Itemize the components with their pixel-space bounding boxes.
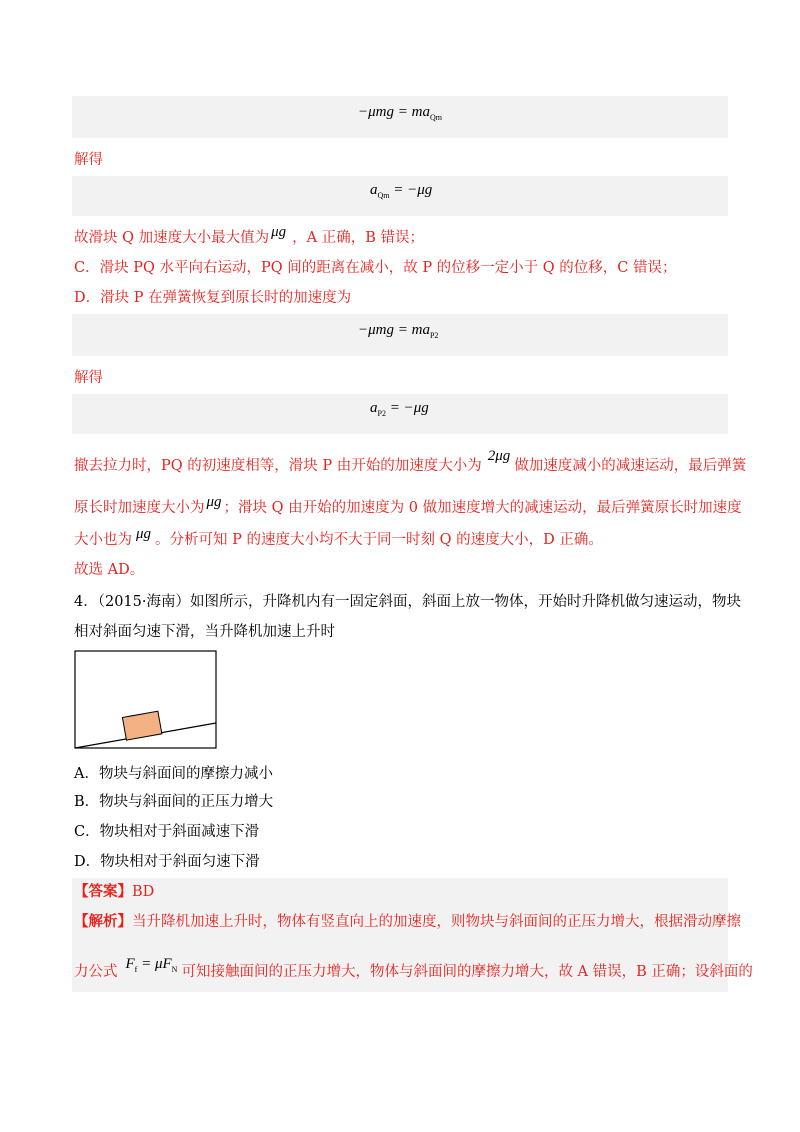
conclusion-line-a	[74, 224, 424, 248]
para-l1-pre: 撤去拉力时，PQ 的初速度相等，滑块 P 由开始的加速度大小为	[74, 458, 482, 474]
equation-3-text: −μmg = ma	[358, 322, 430, 338]
para-l1-post: 做加速度减小的减速运动，最后弹簧	[514, 458, 747, 474]
para-l3-post: 。分析可知 P 的速度大小均不大于同一时刻 Q 的速度大小，D 正确。	[155, 532, 603, 548]
paragraph-line-2	[74, 494, 742, 518]
friction-formula	[126, 956, 178, 972]
question-4-line-1: 4．（2015·海南）如图所示，升降机内有一固定斜面，斜面上放一物体，开始时升降机做匀速运动，物块	[74, 594, 741, 610]
option-c: C．物块相对于斜面减速下滑	[74, 824, 260, 840]
analysis-l2-post: 可知接触面间的正压力增大，物体与斜面间的摩擦力增大，故 A 错误，B 正确；设斜面的	[181, 964, 753, 980]
formula-sub-f: f	[134, 965, 138, 974]
option-d-analysis: D．滑块 P 在弹簧恢复到原长时的加速度为	[74, 290, 352, 306]
jiede-label-2: 解得	[74, 370, 103, 386]
answer-value: BD	[132, 884, 155, 900]
equation-3-subscript: P2	[429, 331, 439, 340]
equation-1	[358, 104, 442, 122]
option-b: B．物块与斜面间的正压力增大	[74, 794, 274, 810]
answer-tag: 【答案】	[74, 883, 132, 900]
equation-2-subscript: Qm	[377, 191, 390, 200]
equation-4-subscript: P2	[377, 409, 386, 418]
para-l2-post: ；滑块 Q 由开始的加速度为 0 做加速度增大的减速运动，最后弹簧原长时加速度	[223, 500, 742, 516]
para-l2-math: μg	[206, 494, 222, 510]
final-answer-line: 故选 AD。	[74, 562, 145, 578]
equation-2-rhs: = −μg	[389, 182, 433, 198]
question-4-line-2: 相对斜面匀速下滑，当升降机加速上升时	[74, 624, 335, 640]
line-a-post: ，A 正确，B 错误；	[292, 230, 424, 246]
equation-1-subscript: Qm	[429, 113, 442, 122]
elevator-incline-diagram	[74, 650, 218, 750]
equation-2-var: a	[370, 182, 378, 198]
paragraph-line-3	[74, 526, 603, 550]
para-l3-pre: 大小也为	[74, 532, 132, 548]
analysis-line-1	[74, 912, 741, 932]
analysis-l2-pre: 力公式	[74, 964, 118, 980]
equation-4	[370, 400, 429, 418]
equation-3	[358, 322, 438, 340]
equation-2	[370, 182, 432, 200]
analysis-l1-text: 当升降机加速上升时，物体有竖直向上的加速度，则物块与斜面间的正压力增大，根据滑动摩擦	[132, 914, 741, 930]
option-a: A．物块与斜面间的摩擦力减小	[74, 766, 273, 782]
para-l3-math: μg	[136, 526, 152, 542]
formula-sub-N: N	[171, 965, 178, 974]
line-a-pre: 故滑块 Q 加速度大小最大值为	[74, 230, 270, 246]
equation-4-rhs: = −μg	[385, 400, 429, 416]
formula-F: F	[125, 956, 135, 972]
formula-mid: = μF	[137, 956, 172, 972]
paragraph-line-1	[74, 448, 747, 476]
analysis-tag: 【解析】	[74, 913, 132, 930]
para-l1-math: 2μg	[487, 448, 511, 464]
equation-1-text: −μmg = ma	[358, 104, 430, 120]
answer-line	[74, 882, 154, 902]
option-c-analysis: C．滑块 PQ 水平向右运动，PQ 间的距离在减小，故 P 的位移一定小于 Q 的位移，C 错误；	[74, 260, 677, 276]
analysis-line-2	[74, 956, 753, 988]
option-d: D．物块相对于斜面匀速下滑	[74, 854, 260, 870]
jiede-label-1: 解得	[74, 152, 103, 168]
line-a-math: μg	[271, 224, 287, 240]
equation-4-var: a	[370, 400, 378, 416]
para-l2-pre: 原长时加速度大小为	[74, 500, 205, 516]
